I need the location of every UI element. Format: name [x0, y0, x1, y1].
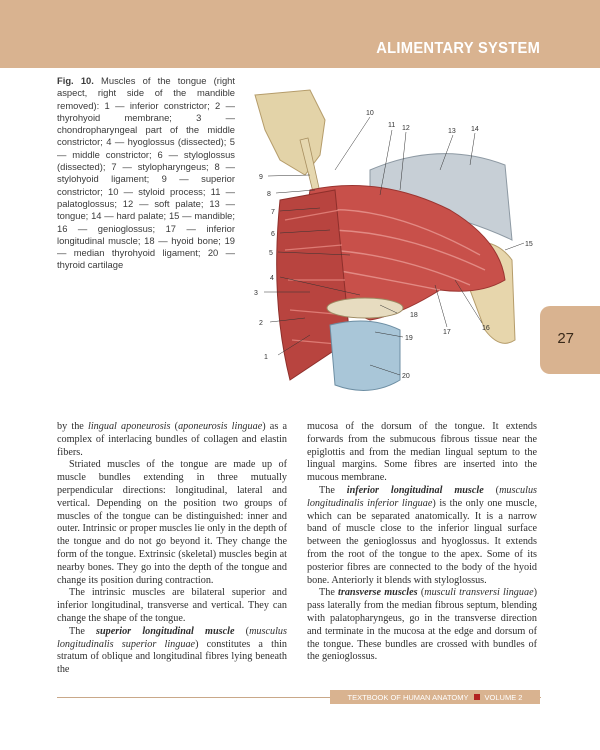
figure-caption [57, 75, 235, 272]
figure-caption-text: Muscles of the tongue (right aspect, right side of the mandible removed): 1 — inferior constrictor; 2 — thyrohyoid membrane; 3 — chondropharyngeal part of the middle constrictor; 4 — hyoglossus (dissected); 5 — middle constrictor; 6 — styloglossus (dissected); 7 — stylopharyngeus; 8 — stylohyoid ligament; 9 — superior constrictor; 10 — styloid process; 11 — palatoglossus; 12 — soft palate; 13 — tongue; 14 — hard palate; 15 — mandible; 16 — genioglossus; 17 — inferior longitudinal muscle; 18 — hyoid bone; 19 — median thyrohyoid ligament; 20 — thyroid cartilage [57, 75, 235, 271]
figure-label-3: 3 [254, 290, 258, 297]
paragraph: mucosa of the dorsum of the tongue. It extends forwards from the submucous fibrous tissue near the epiglottis and from the median lingual septum to the lingual margins. Some fibres are inserted into the mucous membrane. [307, 421, 537, 484]
footer-book-title: TEXTBOOK OF HUMAN ANATOMY [347, 692, 469, 702]
figure-label-6: 6 [271, 231, 275, 238]
right-text-column [307, 421, 537, 664]
paragraph: The intrinsic muscles are bilateral superior and inferior longitudinal, transverse and vertical. They can change the shape of the tongue. [57, 587, 287, 624]
figure-label-17: 17 [443, 329, 451, 336]
section-title: ALIMENTARY SYSTEM [376, 40, 540, 57]
paragraph: The transverse muscles (musculi transversi linguae) pass laterally from the median fibrous septum, blending with palatopharyngeus, go in the transverse direction and terminate in the mucosa at the edge and dorsum of the tongue. These bundles are crossed with bundles of the genioglossus. [307, 587, 537, 663]
figure-label-2: 2 [259, 320, 263, 327]
page-number: 27 [557, 330, 574, 347]
square-bullet-icon [474, 694, 480, 700]
footer-badge [330, 690, 540, 704]
figure-label-10: 10 [366, 110, 374, 117]
left-text-column [57, 421, 287, 677]
thyroid-cartilage [330, 321, 400, 390]
figure-label-8: 8 [267, 191, 271, 198]
paragraph: The inferior longitudinal muscle (musculus longitudinalis inferior linguae) is the only one muscle, which can be separated anatomically. It is a narrow band of muscle close to the inferior lingual surface between the genioglossus and hyoglossus. It extends from the root of the tongue to the apex. Some of its posterior fibres are connected to the body of the hyoid bone. Anteriorly it blends with styloglossus. [307, 484, 537, 586]
figure-label-7: 7 [271, 209, 275, 216]
tongue-muscles-illustration [250, 80, 550, 400]
figure-label-19: 19 [405, 335, 413, 342]
paragraph: Striated muscles of the tongue are made up of muscle bundles extending in three mutually perpendicular directions: longitudinal, lateral and vertical. Depending on the position two groups of muscles of the tongue can be distinguished: inner and outer. Intrinsic or proper muscles lie only in the depth of the tongue and do not go beyond it. They change the form of the tongue. Extrinsic (skeletal) muscles begin at nearby bones. They go into the depth of the tongue and change its position during contraction. [57, 459, 288, 586]
figure-label-14: 14 [471, 126, 479, 133]
skull-bone [255, 90, 325, 175]
figure-label-15: 15 [525, 241, 533, 248]
figure-label-1: 1 [264, 354, 268, 361]
figure-label-12: 12 [402, 125, 410, 132]
figure-label-16: 16 [482, 325, 490, 332]
figure-label-9: 9 [259, 174, 263, 181]
paragraph: by the lingual aponeurosis (aponeurosis linguae) as a complex of interlacing bundles of collagen and elastin fibers. [57, 421, 287, 458]
paragraph: The superior longitudinal muscle (musculus longitudinalis superior linguae) constitutes a thin stratum of oblique and longitudinal fibres lying beneath the [57, 625, 287, 676]
figure-label-4: 4 [270, 275, 274, 282]
figure-label: Fig. 10. [57, 75, 94, 86]
figure-label-11: 11 [388, 122, 396, 129]
footer-volume: VOLUME 2 [484, 692, 523, 702]
hyoid-bone [327, 298, 403, 318]
figure-label-13: 13 [448, 128, 456, 135]
figure-label-5: 5 [269, 250, 273, 257]
figure-label-18: 18 [410, 312, 418, 319]
figure-label-20: 20 [402, 373, 410, 380]
